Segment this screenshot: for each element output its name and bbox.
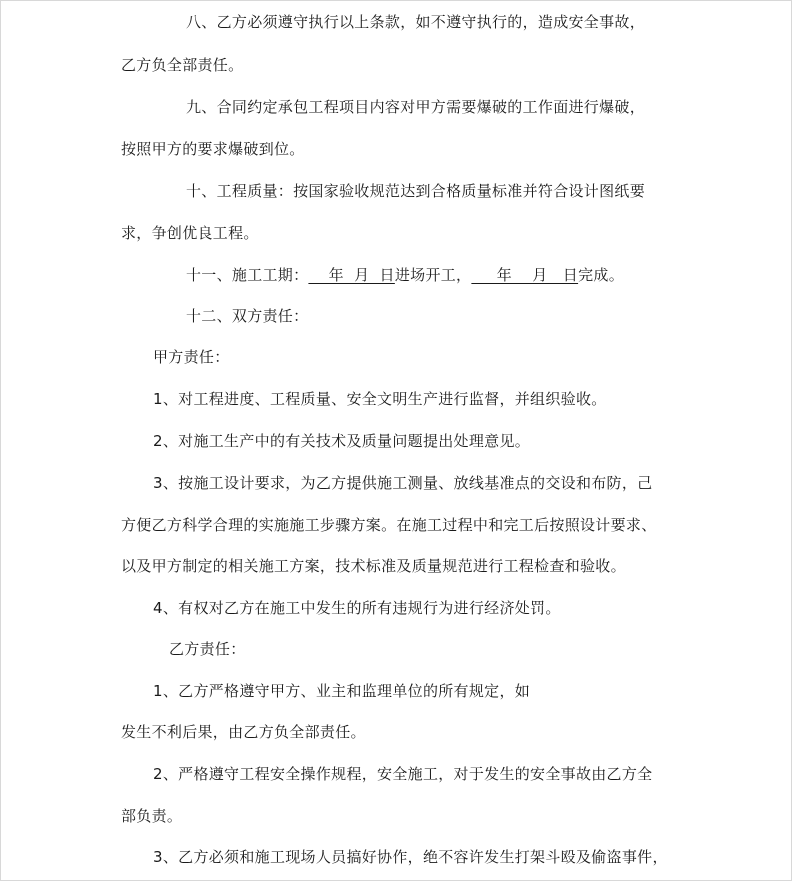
start-date-blank: 年 月 日 xyxy=(308,266,395,284)
party-a-item-1: 1、对工程进度、工程质量、安全文明生产进行监督，并组织验收。 xyxy=(153,390,607,408)
start-text: 进场开工， xyxy=(394,266,472,284)
clause-10-line-2: 求，争创优良工程。 xyxy=(121,224,259,242)
party-b-item-1-line-2: 发生不利后果，由乙方负全部责任。 xyxy=(121,723,366,741)
party-b-item-2-line-1: 2、严格遵守工程安全操作规程，安全施工，对于发生的安全事故由乙方全 xyxy=(153,765,653,783)
party-b-item-2-line-2: 部负责。 xyxy=(121,807,183,825)
party-b-item-1-line-1: 1、乙方严格遵守甲方、业主和监理单位的所有规定，如 xyxy=(153,682,531,700)
clause-9-line-1: 九、合同约定承包工程项目内容对甲方需要爆破的工作面进行爆破， xyxy=(186,98,646,116)
clause-9-line-2: 按照甲方的要求爆破到位。 xyxy=(121,140,305,158)
party-a-item-3-line-3: 以及甲方制定的相关施工方案，技术标准及质量规范进行工程检查和验收。 xyxy=(121,557,626,575)
end-text: 完成。 xyxy=(578,266,624,284)
clause-10-line-1: 十、工程质量：按国家验收规范达到合格质量标准并符合设计图纸要 xyxy=(186,182,646,200)
party-a-item-2: 2、对施工生产中的有关技术及质量问题提出处理意见。 xyxy=(153,432,531,450)
clause-11-schedule-line xyxy=(186,265,624,285)
party-a-item-4: 4、有权对乙方在施工中发生的所有违规行为进行经济处罚。 xyxy=(153,599,561,617)
schedule-label: 十一、施工工期： xyxy=(186,266,309,284)
party-b-item-3-line-1: 3、乙方必须和施工现场人员搞好协作，绝不容许发生打架斗殴及偷盗事件， xyxy=(153,848,668,866)
party-a-item-3-line-1: 3、按施工设计要求，为乙方提供施工测量、放线基准点的交设和布防，己 xyxy=(153,474,653,492)
clause-8-line-2: 乙方负全部责任。 xyxy=(121,56,244,74)
party-a-item-3-line-2: 方便乙方科学合理的实施施工步骤方案。在施工过程中和完工后按照设计要求、 xyxy=(121,516,657,534)
party-a-heading: 甲方责任： xyxy=(153,348,230,366)
clause-12-heading: 十二、双方责任： xyxy=(186,307,309,325)
end-date-blank: 年 月 日 xyxy=(471,266,579,284)
clause-8-line-1: 八、乙方必须遵守执行以上条款，如不遵守执行的，造成安全事故， xyxy=(186,13,646,31)
party-b-heading: 乙方责任： xyxy=(169,640,246,658)
